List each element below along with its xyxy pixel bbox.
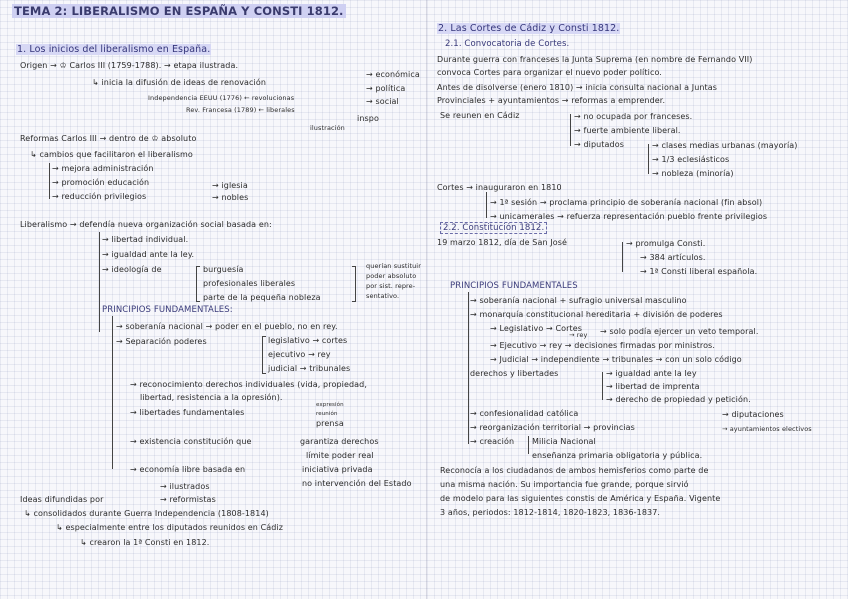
promulga: → promulga Consti.: [626, 239, 706, 248]
existencia-item: → existencia constitución que: [130, 437, 252, 446]
monarquia: → monarquía constitucional hereditaria + división de poderes: [470, 310, 723, 319]
crearon: ↳ crearon la 1ª Consti en 1812.: [80, 538, 210, 547]
profesionales: profesionales liberales: [203, 279, 296, 288]
reorganizacion: → reorganización territorial → provincias: [470, 423, 635, 432]
nobleza: → nobleza (minoría): [652, 169, 734, 178]
promocion-item: → promoción educación: [52, 178, 150, 187]
burguesia: burguesía: [203, 265, 244, 274]
para-3: Antes de disolverse (enero 1810) → inicia consulta nacional a Juntas: [437, 83, 718, 92]
fuerte-ambiente: → fuerte ambiente liberal.: [574, 126, 681, 135]
reformistas: → reformistas: [160, 495, 216, 504]
creacion: → creación: [470, 437, 515, 446]
principios-heading-right: PRINCIPIOS FUNDAMENTALES: [450, 281, 578, 291]
para-2: convoca Cortes para organizar el nuevo poder político.: [437, 68, 662, 77]
reconocimiento-cont: libertad, resistencia a la opresión).: [140, 393, 283, 402]
veto-line: → solo podía ejercer un veto temporal.: [600, 327, 759, 336]
separacion-item: → Separación poderes: [116, 337, 207, 346]
ejecutivo-left: ejecutivo → rey: [268, 350, 331, 359]
especialmente: ↳ especialmente entre los diputados reunidos en Cádiz: [56, 523, 284, 532]
nobles-item: → nobles: [212, 193, 249, 202]
consolidados: ↳ consolidados durante Guerra Independencia (1808-1814): [24, 509, 269, 518]
ayuntamientos: → ayuntamientos electivos: [722, 425, 812, 433]
ilustracion-label: ilustración: [310, 124, 345, 132]
libertades-item: → libertades fundamentales: [130, 408, 245, 417]
page-title: TEMA 2: LIBERALISMO EN ESPAÑA Y CONSTI 1812.: [14, 4, 344, 18]
independencia-eeuu: Independencia EEUU (1776) ← revolucionas: [148, 94, 295, 102]
primera-sesion: → 1ª sesión → proclama principio de soberanía nacional (fin absol): [490, 198, 763, 207]
subsection-2-1: 2.1. Convocatoria de Cortes.: [445, 39, 570, 49]
section-1-heading: 1. Los inicios del liberalismo en España.: [17, 44, 211, 55]
origen-line: Origen → ♔ Carlos III (1759-1788). → etapa ilustrada.: [20, 61, 239, 70]
economica: → económica: [366, 70, 420, 79]
primera-consti: → 1ª Consti liberal española.: [640, 267, 758, 276]
ideas-difundidas: Ideas difundidas por: [20, 495, 104, 504]
diputaciones: → diputaciones: [722, 410, 784, 419]
inspo-label: inspo: [357, 114, 379, 123]
judicial-right: → Judicial → independiente → tribunales → con un solo código: [490, 355, 742, 364]
unicamerales: → unicamerales → refuerza representación pueblo frente privilegios: [490, 212, 768, 221]
derecho-propiedad: → derecho de propiedad y petición.: [606, 395, 751, 404]
milicia-nacional: Milicia Nacional: [532, 437, 596, 446]
reunion: reunión: [316, 411, 338, 417]
clases-medias: → clases medias urbanas (mayoría): [652, 141, 798, 150]
igualdad-item: → igualdad ante la ley.: [102, 250, 195, 259]
eclesiasticos: → 1/3 eclesiásticos: [652, 155, 730, 164]
reformas-line: Reformas Carlos III → dentro de ♔ absoluto: [20, 134, 197, 143]
marzo-line: 19 marzo 1812, día de San José: [437, 238, 568, 247]
judicial-left: judicial → tribunales: [268, 364, 351, 373]
principios-heading-left: PRINCIPIOS FUNDAMENTALES:: [102, 305, 233, 315]
articulos: → 384 artículos.: [640, 253, 706, 262]
iglesia-item: → iglesia: [212, 181, 248, 190]
soberania-item: → soberanía nacional → poder en el pueblo, no en rey.: [116, 322, 338, 331]
querian-2: poder absoluto: [366, 272, 417, 280]
cadiz-line: Se reunen en Cádiz: [440, 111, 520, 120]
reconocia-4: 3 años, periodos: 1812-1814, 1820-1823, 1836-1837.: [440, 508, 661, 517]
inicia-line: ↳ inicia la difusión de ideas de renovación: [92, 78, 267, 87]
economia-item: → economía libre basada en: [130, 465, 246, 474]
prensa: prensa: [316, 419, 344, 428]
reconocia-2: una misma nación. Su importancia fue grande, porque sirvió: [440, 480, 689, 489]
cortes-line: Cortes → inauguraron en 1810: [437, 183, 562, 192]
reconocia-3: de modelo para las siguientes constis de América y España. Vigente: [440, 494, 721, 503]
legislativo-right: → Legislativo → Cortes: [490, 324, 583, 333]
ensenanza: enseñanza primaria obligatoria y pública.: [532, 451, 703, 460]
querian-4: sentativo.: [366, 292, 400, 300]
reduccion-item: → reducción privilegios: [52, 192, 147, 201]
diputados: → diputados: [574, 140, 624, 149]
limite: límite poder real: [306, 451, 374, 460]
querian-1: querían sustituir: [366, 262, 421, 270]
ilustrados: → ilustrados: [160, 482, 210, 491]
querian-3: por sist. repre-: [366, 282, 416, 290]
subsection-2-2: 2.2. Constitución 1812.: [440, 222, 547, 234]
mejora-item: → mejora administración: [52, 164, 154, 173]
politica: → política: [366, 84, 406, 93]
iniciativa: iniciativa privada: [302, 465, 373, 474]
reconocimiento-item: → reconocimiento derechos individuales (vida, propiedad,: [130, 380, 367, 389]
no-intervencion: no intervención del Estado: [302, 479, 412, 488]
legislativo-left: legislativo → cortes: [268, 336, 348, 345]
derechos-libertades: derechos y libertades: [470, 369, 559, 378]
rev-francesa: Rev. Francesa (1789) ← liberales: [186, 106, 295, 114]
reconocia-1: Reconocía a los ciudadanos de ambos hemisferios como parte de: [440, 466, 709, 475]
ideologia-item: → ideología de: [102, 265, 162, 274]
social: → social: [366, 97, 399, 106]
para-4: Provinciales + ayuntamientos → reformas a emprender.: [437, 96, 666, 105]
liberalismo-line: Liberalismo → defendía nueva organización social basada en:: [20, 220, 272, 229]
no-ocupada: → no ocupada por franceses.: [574, 112, 693, 121]
rey-right: → rey: [569, 331, 588, 339]
confesionalidad: → confesionalidad católica: [470, 409, 579, 418]
soberania-right: → soberanía nacional + sufragio universal masculino: [470, 296, 687, 305]
cambios-line: ↳ cambios que facilitaron el liberalismo: [30, 150, 193, 159]
ejecutivo-right: → Ejecutivo → rey → decisiones firmadas por ministros.: [490, 341, 715, 350]
section-2-heading: 2. Las Cortes de Cádiz y Consti 1812.: [438, 23, 620, 34]
igualdad-ley: → igualdad ante la ley: [606, 369, 697, 378]
page-fold: [426, 0, 427, 599]
libertad-imprenta: → libertad de imprenta: [606, 382, 700, 391]
garantiza: garantiza derechos: [300, 437, 379, 446]
pequena-nobleza: parte de la pequeña nobleza: [203, 293, 321, 302]
expresion: expresión: [316, 402, 344, 408]
para-1: Durante guerra con franceses la Junta Suprema (en nombre de Fernando VII): [437, 55, 753, 64]
libertad-item: → libertad individual.: [102, 235, 189, 244]
